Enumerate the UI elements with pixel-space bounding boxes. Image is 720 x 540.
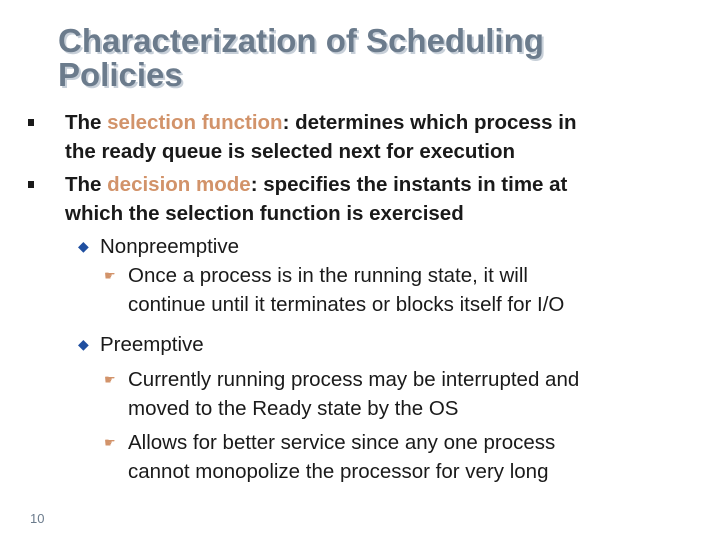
bullet-selection-function [65,108,675,166]
pointing-hand-icon: ☛ [104,372,116,387]
preemptive-detail2-line2: cannot monopolize the processor for very long [128,460,549,483]
preemptive-label: Preemptive [100,333,204,356]
bullet-decision-line1 [65,170,675,199]
bullet-selection-line2: the ready queue is selected next for execution [65,140,516,163]
pointing-hand-icon: ☛ [104,435,116,450]
selection-rest1: : determines which process in [282,111,577,134]
bullet-decision-line2: which the selection function is exercised [65,202,464,225]
preemptive-detail2-line1: Allows for better service since any one process [128,431,556,454]
diamond-bullet-icon: ◆ [78,336,89,352]
nonpreemptive-detail-line2: continue until it terminates or blocks itself for I/O [128,293,565,316]
subbullet-nonpreemptive [78,232,240,261]
subsubbullet-preemptive-service [104,428,688,486]
slide-title-line2: Policies [58,56,183,93]
page-number: 10 [30,511,45,526]
subsubbullet-preemptive-interrupt [104,365,688,423]
slide-title [58,24,698,92]
bullet-selection-line1: The selection function: determines which process in [65,111,577,134]
subbullet-preemptive [78,330,204,359]
preemptive-detail1-line1: Currently running process may be interrupted and [128,368,580,391]
slide-title-line1: Characterization of Scheduling [58,22,544,59]
subsubbullet-nonpreemptive-detail [104,261,688,319]
diamond-bullet-icon: ◆ [78,238,89,254]
square-bullet-icon [28,119,34,126]
decision-mode-term: decision mode [107,173,251,196]
square-bullet-icon [28,181,34,188]
bullet-decision-mode [65,170,675,228]
preemptive-detail1-line2: moved to the Ready state by the OS [128,397,459,420]
decision-prefix: The [65,173,108,196]
pointing-hand-icon: ☛ [104,268,116,283]
nonpreemptive-label: Nonpreemptive [100,235,240,258]
selection-function-term: selection function [107,111,283,134]
nonpreemptive-detail-line1: Once a process is in the running state, it will [128,264,528,287]
decision-rest1: : specifies the instants in time at [250,173,568,196]
